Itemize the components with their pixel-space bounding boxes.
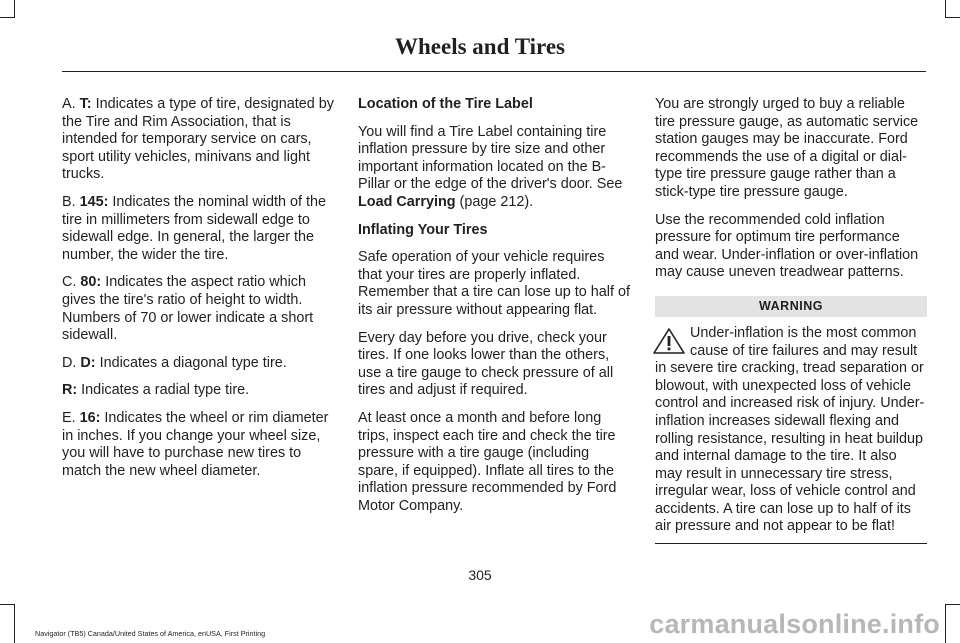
warning-title: WARNING [655,296,927,317]
load-carrying-link[interactable]: Load Carrying [358,193,456,210]
warning-triangle-icon [652,327,686,355]
page-number: 305 [468,567,492,583]
crop-mark-bottom-right-h [945,604,960,605]
inflation-paragraph-3: At least once a month and before long trips, inspect each tire and check the tire pressure with a tire gauge (including spare, if equipped). Inflate all tires to the inflation pressure recommended by Ford Motor Company. [358,409,617,514]
tire-code-r: R: Indicates a radial type tire. [62,382,250,399]
inflation-paragraph-2: Every day before you drive, check your tires. If one looks lower than the others, use a tire gauge to check pressure of all tires and adjust if required. [358,329,614,399]
header-rule [62,71,926,72]
crop-mark-bottom-left-v [14,604,15,643]
tire-code-c: C. 80: Indicates the aspect ratio which gives the tire's ratio of height to width. Numbers of 70 or lower indicate a short sidewall. [62,274,314,344]
tire-code-e: E. 16: Indicates the wheel or rim diameter in inches. If you change your wheel size, you will have to purchase new tires to match the new wheel diameter. [62,409,329,479]
column-middle [358,96,630,525]
warning-body [655,325,927,536]
tire-code-d: D. D: Indicates a diagonal type tire. [62,354,287,371]
crop-mark-top-left-h [0,17,15,18]
inflation-paragraph-1: Safe operation of your vehicle requires that your tires are properly inflated. Remember that a tire can lose up to half of its air pressure without appearing flat. [358,249,630,318]
tire-label-paragraph: You will find a Tire Label containing tire inflation pressure by tire size and other important information located on the B-Pillar or the edge of the driver's door. See Load Carrying (page 212). [358,123,623,210]
warning-text: Under-inflation is the most common cause of tire failures and may result in severe tire cracking, tread separation or blowout, with unexpected loss of vehicle control and increased risk of injury. Under-inflation increases sidewall flexing and rolling resistance, resulting in heat buildup and internal damage to the tire. It also may result in unnecessary tire stress, irregular wear, loss of vehicle control and accidents. A tire can lose up to half of its air pressure and not appear to be flat! [655,324,925,535]
cold-inflation-paragraph: Use the recommended cold inflation pressure for optimum tire performance and wear. Under-inflation or over-inflation may cause uneven treadwear patterns. [655,211,919,281]
heading-tire-label-location: Location of the Tire Label [358,96,533,112]
column-left [62,96,334,490]
tire-code-a: A. T: Indicates a type of tire, designated by the Tire and Rim Association, that is intended for temporary service on cars, sport utility vehicles, minivans and light trucks. [62,96,335,183]
crop-mark-top-right-h [945,17,960,18]
crop-mark-top-left-v [14,0,15,18]
column-right [655,96,927,544]
tire-code-b: B. 145: Indicates the nominal width of the tire in millimeters from sidewall edge to sidewall edge. In general, the larger the number, the wider the tire. [62,193,327,263]
footer-text: Navigator (TB5) Canada/United States of America, enUSA, First Printing [35,629,266,638]
watermark: carmanualsonline.info [649,609,940,639]
crop-mark-bottom-left-h [0,604,15,605]
gauge-paragraph: You are strongly urged to buy a reliable tire pressure gauge, as automatic service station gauges may be inaccurate. Ford recommends the use of a digital or dial-type tire pressure gauge rather than a stick-type tire pressure gauge. [655,96,919,200]
warning-bottom-rule [655,543,927,544]
heading-inflating-tires: Inflating Your Tires [358,221,488,238]
crop-mark-top-right-v [945,0,946,18]
page-title: Wheels and Tires [395,34,565,59]
crop-mark-bottom-right-v [945,604,946,643]
